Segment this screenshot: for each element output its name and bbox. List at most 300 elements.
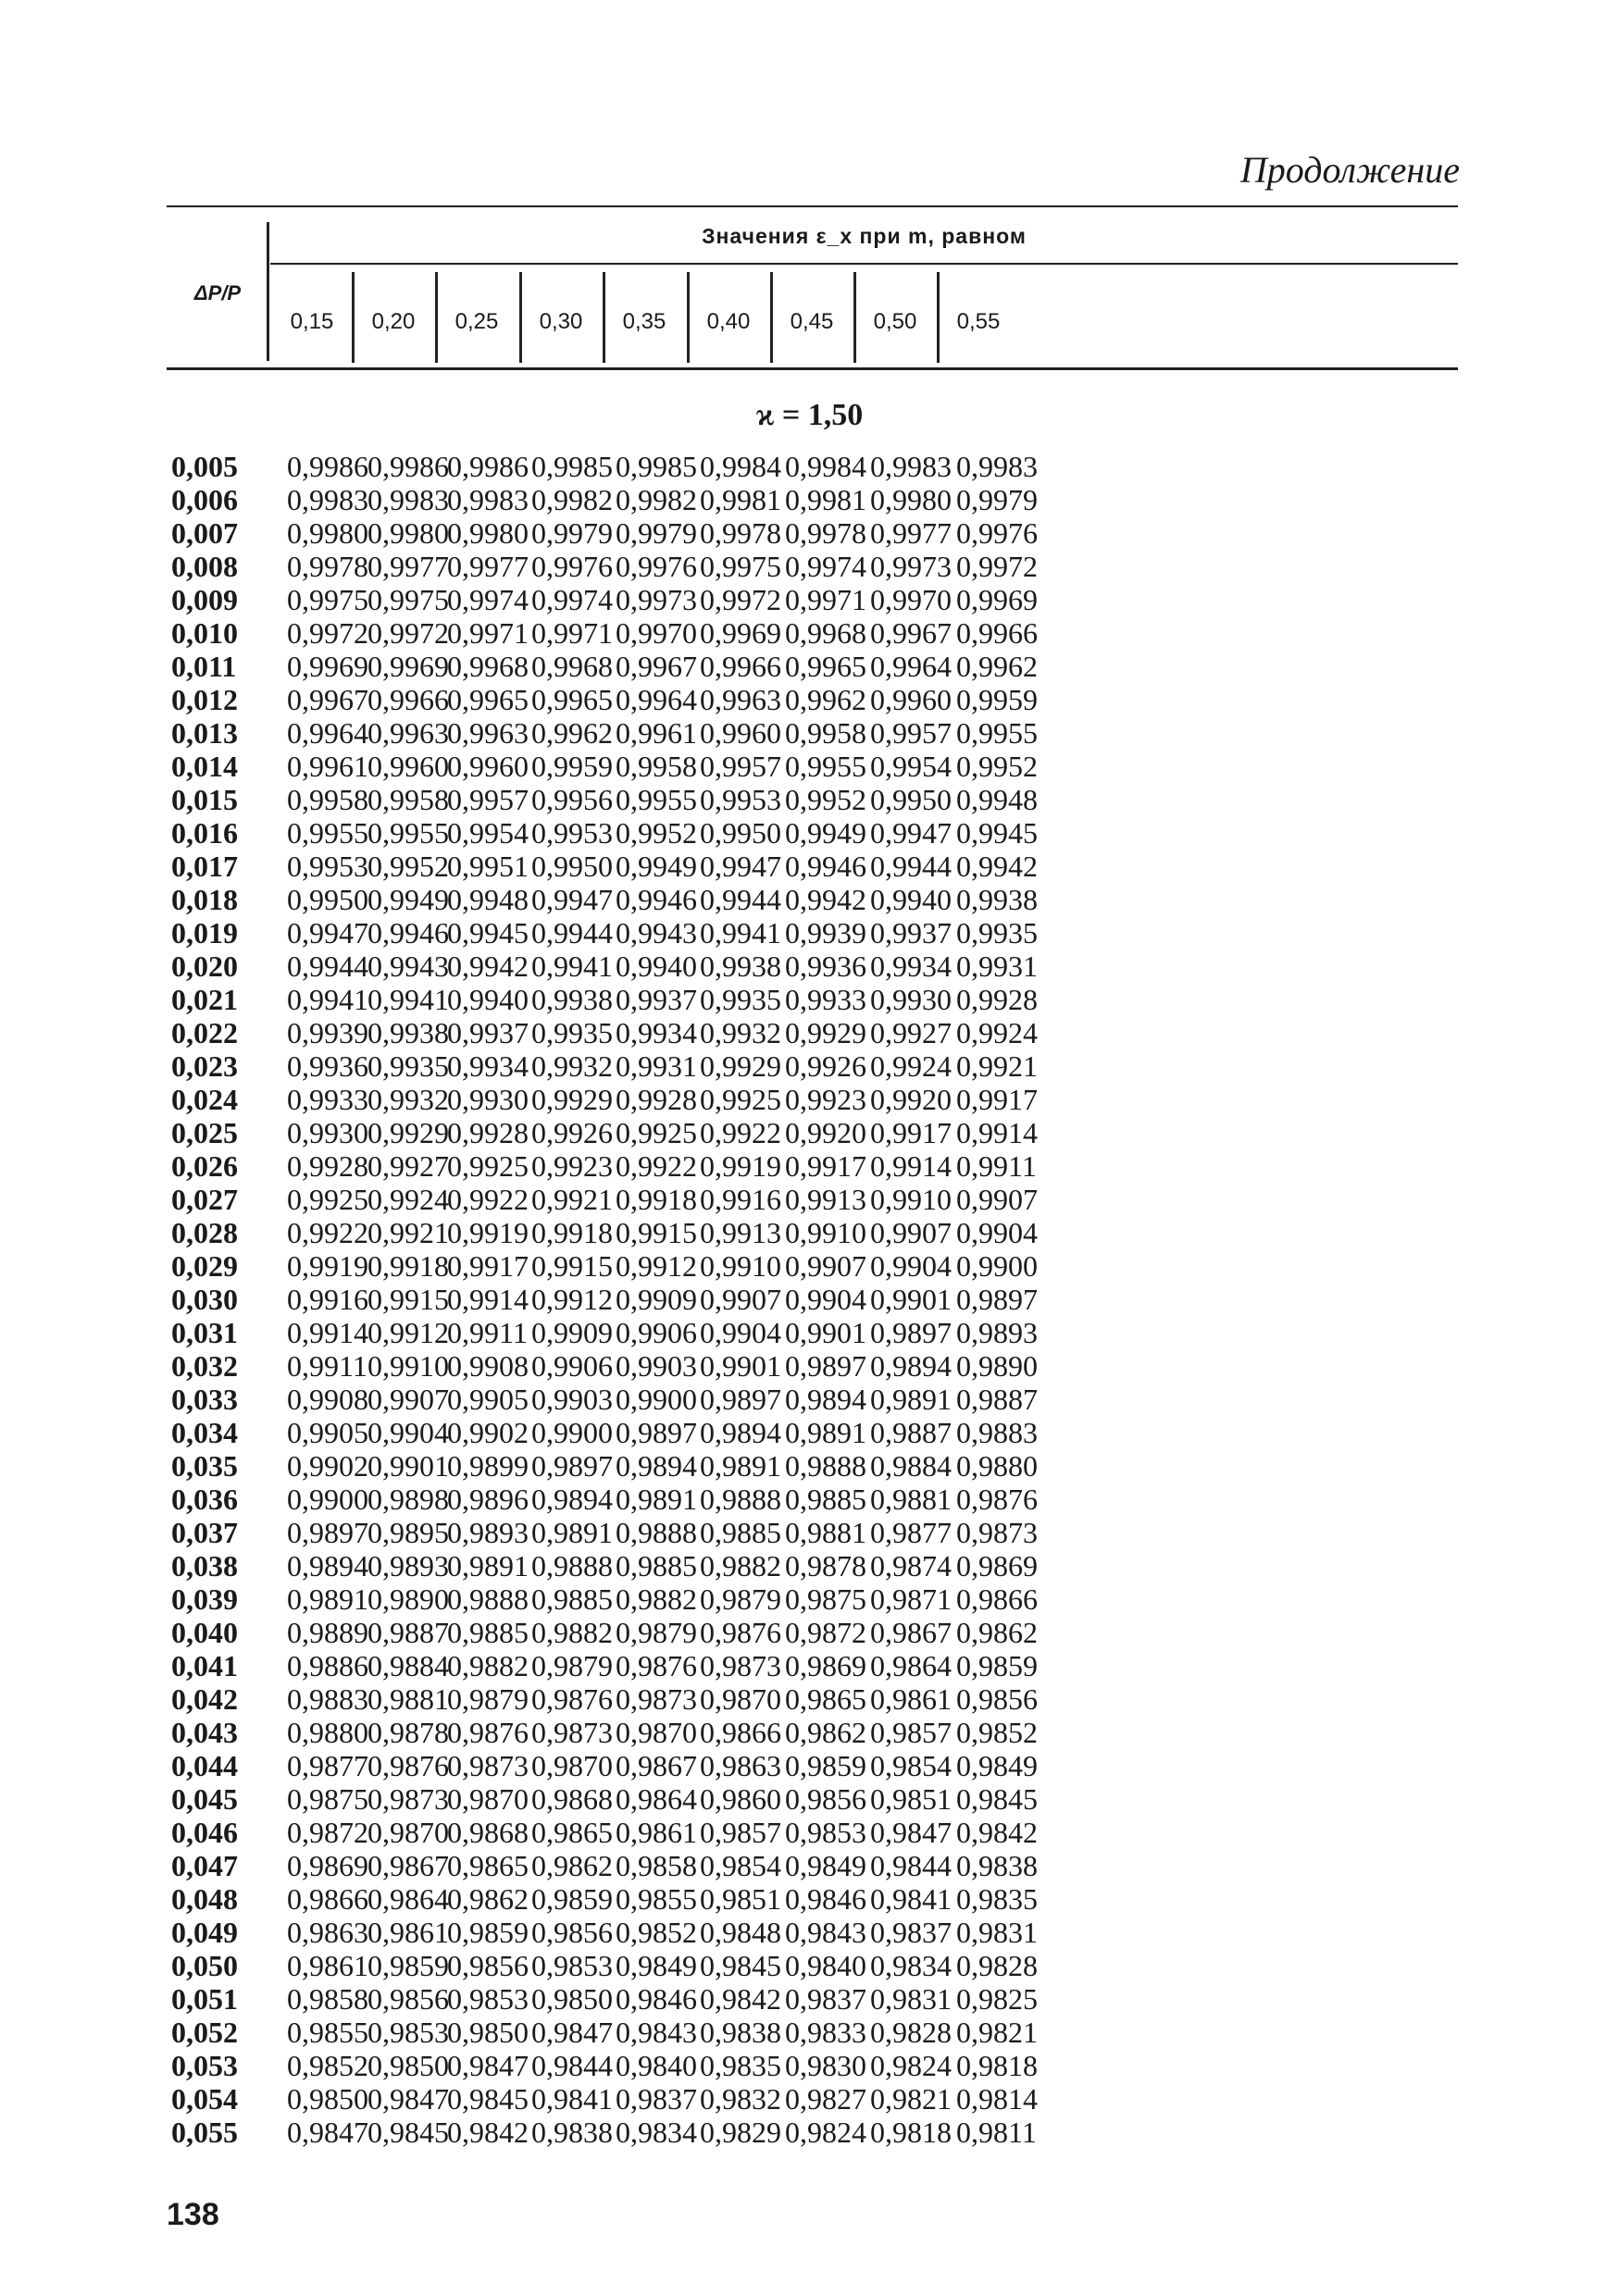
table-cell: 0,9979 xyxy=(531,516,613,550)
table-cell: 0,9906 xyxy=(616,1316,697,1349)
table-cell: 0,9983 xyxy=(870,450,952,483)
table-cell: 0,9917 xyxy=(785,1149,866,1183)
table-cell: 0,9986 xyxy=(367,450,449,483)
table-cell: 0,9966 xyxy=(700,650,781,683)
row-key: 0,011 xyxy=(171,650,237,683)
column-header xyxy=(687,263,770,370)
table-cell: 0,9856 xyxy=(531,1916,613,1949)
table-cell: 0,9965 xyxy=(447,683,529,716)
table-row xyxy=(171,1549,1467,1582)
table-row xyxy=(171,550,1467,583)
table-cell: 0,9915 xyxy=(531,1249,613,1283)
table-cell: 0,9885 xyxy=(785,1483,866,1516)
table-cell: 0,9867 xyxy=(367,1849,449,1882)
table-row xyxy=(171,1616,1467,1649)
table-cell: 0,9891 xyxy=(870,1383,952,1416)
table-cell: 0,9945 xyxy=(447,916,529,949)
table-cell: 0,9875 xyxy=(287,1782,368,1816)
table-cell: 0,9980 xyxy=(367,516,449,550)
table-cell: 0,9879 xyxy=(700,1582,781,1616)
row-key: 0,029 xyxy=(171,1249,238,1283)
table-cell: 0,9877 xyxy=(287,1749,368,1782)
table-cell: 0,9867 xyxy=(870,1616,952,1649)
table-cell: 0,9971 xyxy=(531,616,613,650)
table-cell: 0,9894 xyxy=(700,1416,781,1449)
table-cell: 0,9873 xyxy=(367,1782,449,1816)
table-row xyxy=(171,516,1467,550)
table-cell: 0,9972 xyxy=(367,616,449,650)
table-cell: 0,9955 xyxy=(785,750,866,783)
table-cell: 0,9939 xyxy=(287,1016,368,1049)
column-header xyxy=(435,263,518,370)
table-row xyxy=(171,1682,1467,1716)
table-cell: 0,9904 xyxy=(367,1416,449,1449)
table-cell: 0,9984 xyxy=(785,450,866,483)
table-cell: 0,9978 xyxy=(287,550,368,583)
table-cell: 0,9849 xyxy=(956,1749,1038,1782)
table-cell: 0,9960 xyxy=(700,716,781,750)
table-cell: 0,9904 xyxy=(785,1283,866,1316)
table-cell: 0,9967 xyxy=(870,616,952,650)
row-key: 0,008 xyxy=(171,550,238,583)
table-cell: 0,9859 xyxy=(785,1749,866,1782)
table-cell: 0,9911 xyxy=(956,1149,1037,1183)
table-cell: 0,9832 xyxy=(700,2082,781,2116)
table-row xyxy=(171,716,1467,750)
table-cell: 0,9859 xyxy=(956,1649,1038,1682)
table-cell: 0,9975 xyxy=(700,550,781,583)
table-cell: 0,9935 xyxy=(367,1049,449,1083)
table-cell: 0,9862 xyxy=(531,1849,613,1882)
table-row xyxy=(171,1116,1467,1149)
table-cell: 0,9885 xyxy=(447,1616,529,1649)
table-cell: 0,9971 xyxy=(447,616,529,650)
table-cell: 0,9831 xyxy=(956,1916,1038,1949)
table-cell: 0,9894 xyxy=(870,1349,952,1383)
table-cell: 0,9974 xyxy=(785,550,866,583)
table-cell: 0,9850 xyxy=(367,2049,449,2082)
table-row xyxy=(171,450,1467,483)
table-cell: 0,9944 xyxy=(870,850,952,883)
table-cell: 0,9910 xyxy=(870,1183,952,1216)
table-cell: 0,9871 xyxy=(870,1582,952,1616)
table-cell: 0,9917 xyxy=(870,1116,952,1149)
row-key: 0,009 xyxy=(171,583,238,616)
table-cell: 0,9929 xyxy=(367,1116,449,1149)
table-cell: 0,9838 xyxy=(700,2016,781,2049)
table-cell: 0,9873 xyxy=(447,1749,529,1782)
table-cell: 0,9940 xyxy=(870,883,952,916)
table-cell: 0,9904 xyxy=(700,1316,781,1349)
table-cell: 0,9878 xyxy=(785,1549,866,1582)
table-cell: 0,9887 xyxy=(956,1383,1038,1416)
table-cell: 0,9962 xyxy=(531,716,613,750)
row-key: 0,007 xyxy=(171,516,238,550)
column-header xyxy=(352,263,435,370)
table-cell: 0,9937 xyxy=(447,1016,529,1049)
table-cell: 0,9967 xyxy=(287,683,368,716)
table-cell: 0,9941 xyxy=(367,983,449,1016)
table-cell: 0,9885 xyxy=(616,1549,697,1582)
table-cell: 0,9864 xyxy=(870,1649,952,1682)
column-header-label: 0,25 xyxy=(455,309,499,334)
table-cell: 0,9986 xyxy=(287,450,368,483)
table-cell: 0,9925 xyxy=(616,1116,697,1149)
table-cell: 0,9954 xyxy=(447,816,529,850)
table-cell: 0,9915 xyxy=(367,1283,449,1316)
table-cell: 0,9829 xyxy=(700,2116,781,2149)
table-cell: 0,9811 xyxy=(956,2116,1037,2149)
table-cell: 0,9869 xyxy=(785,1649,866,1682)
table-cell: 0,9980 xyxy=(287,516,368,550)
table-cell: 0,9907 xyxy=(956,1183,1038,1216)
table-cell: 0,9821 xyxy=(870,2082,952,2116)
table-cell: 0,9910 xyxy=(700,1249,781,1283)
table-cell: 0,9912 xyxy=(367,1316,449,1349)
table-cell: 0,9870 xyxy=(447,1782,529,1816)
table-cell: 0,9901 xyxy=(367,1449,449,1483)
table-cell: 0,9902 xyxy=(447,1416,529,1449)
table-cell: 0,9941 xyxy=(531,949,613,983)
table-cell: 0,9863 xyxy=(700,1749,781,1782)
table-row xyxy=(171,2116,1467,2149)
table-cell: 0,9901 xyxy=(785,1316,866,1349)
table-cell: 0,9959 xyxy=(531,750,613,783)
table-cell: 0,9963 xyxy=(367,716,449,750)
table-cell: 0,9914 xyxy=(870,1149,952,1183)
table-cell: 0,9824 xyxy=(870,2049,952,2082)
table-cell: 0,9937 xyxy=(616,983,697,1016)
table-cell: 0,9969 xyxy=(367,650,449,683)
row-key: 0,046 xyxy=(171,1816,238,1849)
table-cell: 0,9965 xyxy=(785,650,866,683)
table-cell: 0,9914 xyxy=(287,1316,368,1349)
row-key: 0,017 xyxy=(171,850,238,883)
row-key: 0,028 xyxy=(171,1216,238,1249)
table-row xyxy=(171,2049,1467,2082)
table-row xyxy=(171,1882,1467,1916)
table-cell: 0,9863 xyxy=(287,1916,368,1949)
table-cell: 0,9961 xyxy=(287,750,368,783)
table-cell: 0,9970 xyxy=(870,583,952,616)
table-cell: 0,9869 xyxy=(287,1849,368,1882)
table-cell: 0,9903 xyxy=(531,1383,613,1416)
table-cell: 0,9921 xyxy=(956,1049,1038,1083)
row-key: 0,048 xyxy=(171,1882,238,1916)
table-cell: 0,9972 xyxy=(287,616,368,650)
table-cell: 0,9902 xyxy=(287,1449,368,1483)
table-cell: 0,9971 xyxy=(785,583,866,616)
table-row xyxy=(171,483,1467,516)
table-cell: 0,9847 xyxy=(367,2082,449,2116)
table-row xyxy=(171,1049,1467,1083)
table-cell: 0,9932 xyxy=(700,1016,781,1049)
table-cell: 0,9950 xyxy=(287,883,368,916)
table-cell: 0,9851 xyxy=(870,1782,952,1816)
table-row xyxy=(171,2016,1467,2049)
table-cell: 0,9830 xyxy=(785,2049,866,2082)
row-key: 0,019 xyxy=(171,916,238,949)
table-cell: 0,9881 xyxy=(367,1682,449,1716)
table-cell: 0,9835 xyxy=(956,1882,1038,1916)
table-cell: 0,9913 xyxy=(785,1183,866,1216)
table-cell: 0,9922 xyxy=(616,1149,697,1183)
table-cell: 0,9900 xyxy=(287,1483,368,1516)
table-cell: 0,9919 xyxy=(447,1216,529,1249)
table-cell: 0,9975 xyxy=(287,583,368,616)
table-cell: 0,9934 xyxy=(616,1016,697,1049)
table-cell: 0,9948 xyxy=(447,883,529,916)
table-cell: 0,9950 xyxy=(700,816,781,850)
table-cell: 0,9974 xyxy=(531,583,613,616)
table-cell: 0,9894 xyxy=(785,1383,866,1416)
table-cell: 0,9957 xyxy=(870,716,952,750)
row-key: 0,040 xyxy=(171,1616,238,1649)
table-cell: 0,9860 xyxy=(700,1782,781,1816)
table-cell: 0,9849 xyxy=(785,1849,866,1882)
table-cell: 0,9854 xyxy=(870,1749,952,1782)
table-cell: 0,9891 xyxy=(700,1449,781,1483)
row-key: 0,022 xyxy=(171,1016,238,1049)
table-cell: 0,9939 xyxy=(785,916,866,949)
table-cell: 0,9840 xyxy=(785,1949,866,1982)
row-key: 0,031 xyxy=(171,1316,238,1349)
table-cell: 0,9979 xyxy=(956,483,1038,516)
column-header-label: 0,45 xyxy=(790,309,834,334)
table-cell: 0,9864 xyxy=(367,1882,449,1916)
table-cell: 0,9941 xyxy=(700,916,781,949)
table-row xyxy=(171,1449,1467,1483)
table-cell: 0,9922 xyxy=(447,1183,529,1216)
table-cell: 0,9891 xyxy=(531,1516,613,1549)
row-key: 0,015 xyxy=(171,783,238,816)
table-cell: 0,9888 xyxy=(531,1549,613,1582)
table-cell: 0,9873 xyxy=(531,1716,613,1749)
table-cell: 0,9935 xyxy=(700,983,781,1016)
table-cell: 0,9985 xyxy=(616,450,697,483)
table-cell: 0,9961 xyxy=(616,716,697,750)
table-cell: 0,9933 xyxy=(785,983,866,1016)
table-cell: 0,9942 xyxy=(447,949,529,983)
table-cell: 0,9928 xyxy=(287,1149,368,1183)
table-cell: 0,9876 xyxy=(367,1749,449,1782)
table-cell: 0,9930 xyxy=(870,983,952,1016)
table-cell: 0,9855 xyxy=(616,1882,697,1916)
table-cell: 0,9947 xyxy=(531,883,613,916)
table-cell: 0,9983 xyxy=(956,450,1038,483)
column-header-label: 0,30 xyxy=(539,309,583,334)
table-cell: 0,9828 xyxy=(870,2016,952,2049)
table-cell: 0,9866 xyxy=(956,1582,1038,1616)
table-cell: 0,9905 xyxy=(287,1416,368,1449)
table-cell: 0,9976 xyxy=(531,550,613,583)
table-cell: 0,9864 xyxy=(616,1782,697,1816)
table-cell: 0,9891 xyxy=(447,1549,529,1582)
table-cell: 0,9930 xyxy=(447,1083,529,1116)
table-cell: 0,9837 xyxy=(785,1982,866,2016)
table-cell: 0,9868 xyxy=(447,1816,529,1849)
table-cell: 0,9964 xyxy=(616,683,697,716)
table-row xyxy=(171,983,1467,1016)
table-cell: 0,9916 xyxy=(700,1183,781,1216)
table-cell: 0,9981 xyxy=(700,483,781,516)
table-cell: 0,9911 xyxy=(287,1349,367,1383)
column-header-label: 0,35 xyxy=(622,309,666,334)
table-cell: 0,9875 xyxy=(785,1582,866,1616)
table-cell: 0,9977 xyxy=(447,550,529,583)
table-cell: 0,9985 xyxy=(531,450,613,483)
table-cell: 0,9954 xyxy=(870,750,952,783)
table-cell: 0,9957 xyxy=(447,783,529,816)
table-cell: 0,9880 xyxy=(287,1716,368,1749)
table-cell: 0,9911 xyxy=(447,1316,528,1349)
row-key: 0,005 xyxy=(171,450,238,483)
row-key: 0,036 xyxy=(171,1483,238,1516)
table-cell: 0,9914 xyxy=(447,1283,529,1316)
table-cell: 0,9917 xyxy=(447,1249,529,1283)
table-cell: 0,9973 xyxy=(616,583,697,616)
table-cell: 0,9924 xyxy=(870,1049,952,1083)
table-cell: 0,9950 xyxy=(531,850,613,883)
table-cell: 0,9942 xyxy=(956,850,1038,883)
table-cell: 0,9983 xyxy=(287,483,368,516)
row-key: 0,038 xyxy=(171,1549,238,1582)
row-key: 0,006 xyxy=(171,483,238,516)
table-cell: 0,9937 xyxy=(870,916,952,949)
table-row xyxy=(171,683,1467,716)
table-cell: 0,9975 xyxy=(367,583,449,616)
table-cell: 0,9814 xyxy=(956,2082,1038,2116)
table-cell: 0,9888 xyxy=(616,1516,697,1549)
table-row xyxy=(171,1383,1467,1416)
table-cell: 0,9876 xyxy=(531,1682,613,1716)
table-cell: 0,9969 xyxy=(700,616,781,650)
table-cell: 0,9897 xyxy=(531,1449,613,1483)
table-cell: 0,9944 xyxy=(700,883,781,916)
table-row xyxy=(171,1716,1467,1749)
stub-divider xyxy=(267,222,269,361)
table-row xyxy=(171,783,1467,816)
table-cell: 0,9972 xyxy=(956,550,1038,583)
table-cell: 0,9890 xyxy=(367,1582,449,1616)
row-key: 0,012 xyxy=(171,683,238,716)
section-label: ϰ = 1,50 xyxy=(755,398,864,432)
table-cell: 0,9818 xyxy=(956,2049,1038,2082)
table-cell: 0,9951 xyxy=(447,850,529,883)
table-cell: 0,9955 xyxy=(367,816,449,850)
table-cell: 0,9977 xyxy=(367,550,449,583)
table-row xyxy=(171,1749,1467,1782)
table-cell: 0,9928 xyxy=(956,983,1038,1016)
table-cell: 0,9963 xyxy=(700,683,781,716)
table-cell: 0,9882 xyxy=(616,1582,697,1616)
table-cell: 0,9944 xyxy=(531,916,613,949)
table-cell: 0,9913 xyxy=(700,1216,781,1249)
table-cell: 0,9888 xyxy=(785,1449,866,1483)
table-cell: 0,9976 xyxy=(616,550,697,583)
table-cell: 0,9858 xyxy=(616,1849,697,1882)
row-key: 0,049 xyxy=(171,1916,238,1949)
row-key: 0,053 xyxy=(171,2049,238,2082)
table-cell: 0,9955 xyxy=(616,783,697,816)
table-cell: 0,9908 xyxy=(287,1383,368,1416)
table-cell: 0,9966 xyxy=(956,616,1038,650)
table-cell: 0,9861 xyxy=(287,1949,368,1982)
column-header-label: 0,50 xyxy=(873,309,917,334)
row-key: 0,013 xyxy=(171,716,238,750)
table-cell: 0,9859 xyxy=(447,1916,529,1949)
table-cell: 0,9932 xyxy=(531,1049,613,1083)
table-cell: 0,9928 xyxy=(447,1116,529,1149)
table-cell: 0,9872 xyxy=(287,1816,368,1849)
table-cell: 0,9918 xyxy=(616,1183,697,1216)
table-cell: 0,9891 xyxy=(287,1582,368,1616)
table-cell: 0,9953 xyxy=(531,816,613,850)
table-cell: 0,9877 xyxy=(870,1516,952,1549)
continuation-label: Продолжение xyxy=(1239,149,1460,191)
table-cell: 0,9862 xyxy=(785,1716,866,1749)
table-cell: 0,9882 xyxy=(531,1616,613,1649)
table-cell: 0,9973 xyxy=(870,550,952,583)
row-key: 0,039 xyxy=(171,1582,238,1616)
table-cell: 0,9918 xyxy=(367,1249,449,1283)
column-header xyxy=(270,263,354,370)
table-cell: 0,9865 xyxy=(785,1682,866,1716)
row-key: 0,051 xyxy=(171,1982,238,2016)
table-cell: 0,9893 xyxy=(367,1549,449,1582)
row-key: 0,018 xyxy=(171,883,238,916)
table-cell: 0,9853 xyxy=(531,1949,613,1982)
table-cell: 0,9843 xyxy=(616,2016,697,2049)
table-cell: 0,9853 xyxy=(447,1982,529,2016)
table-cell: 0,9929 xyxy=(700,1049,781,1083)
table-cell: 0,9899 xyxy=(447,1449,529,1483)
table-cell: 0,9876 xyxy=(447,1716,529,1749)
table-cell: 0,9969 xyxy=(956,583,1038,616)
row-key: 0,021 xyxy=(171,983,238,1016)
table-cell: 0,9872 xyxy=(785,1616,866,1649)
column-header-label: 0,20 xyxy=(371,309,416,334)
table-cell: 0,9821 xyxy=(956,2016,1038,2049)
table-row xyxy=(171,1349,1467,1383)
table-cell: 0,9930 xyxy=(287,1116,368,1149)
table-cell: 0,9869 xyxy=(956,1549,1038,1582)
table-cell: 0,9946 xyxy=(785,850,866,883)
column-header xyxy=(603,263,686,370)
table-row xyxy=(171,1283,1467,1316)
table-row xyxy=(171,949,1467,983)
table-cell: 0,9894 xyxy=(616,1449,697,1483)
row-key: 0,047 xyxy=(171,1849,238,1882)
table-cell: 0,9897 xyxy=(700,1383,781,1416)
table-cell: 0,9897 xyxy=(287,1516,368,1549)
table-cell: 0,9978 xyxy=(785,516,866,550)
column-header-label: 0,40 xyxy=(706,309,751,334)
table-cell: 0,9842 xyxy=(447,2116,529,2149)
table-cell: 0,9852 xyxy=(287,2049,368,2082)
table-cell: 0,9870 xyxy=(531,1749,613,1782)
table-row xyxy=(171,1316,1467,1349)
table-row xyxy=(171,1949,1467,1982)
table-cell: 0,9966 xyxy=(367,683,449,716)
table-cell: 0,9818 xyxy=(870,2116,952,2149)
table-cell: 0,9893 xyxy=(956,1316,1038,1349)
table-cell: 0,9837 xyxy=(616,2082,697,2116)
table-cell: 0,9967 xyxy=(616,650,697,683)
row-key: 0,025 xyxy=(171,1116,238,1149)
table-row xyxy=(171,916,1467,949)
table-cell: 0,9882 xyxy=(447,1649,529,1682)
